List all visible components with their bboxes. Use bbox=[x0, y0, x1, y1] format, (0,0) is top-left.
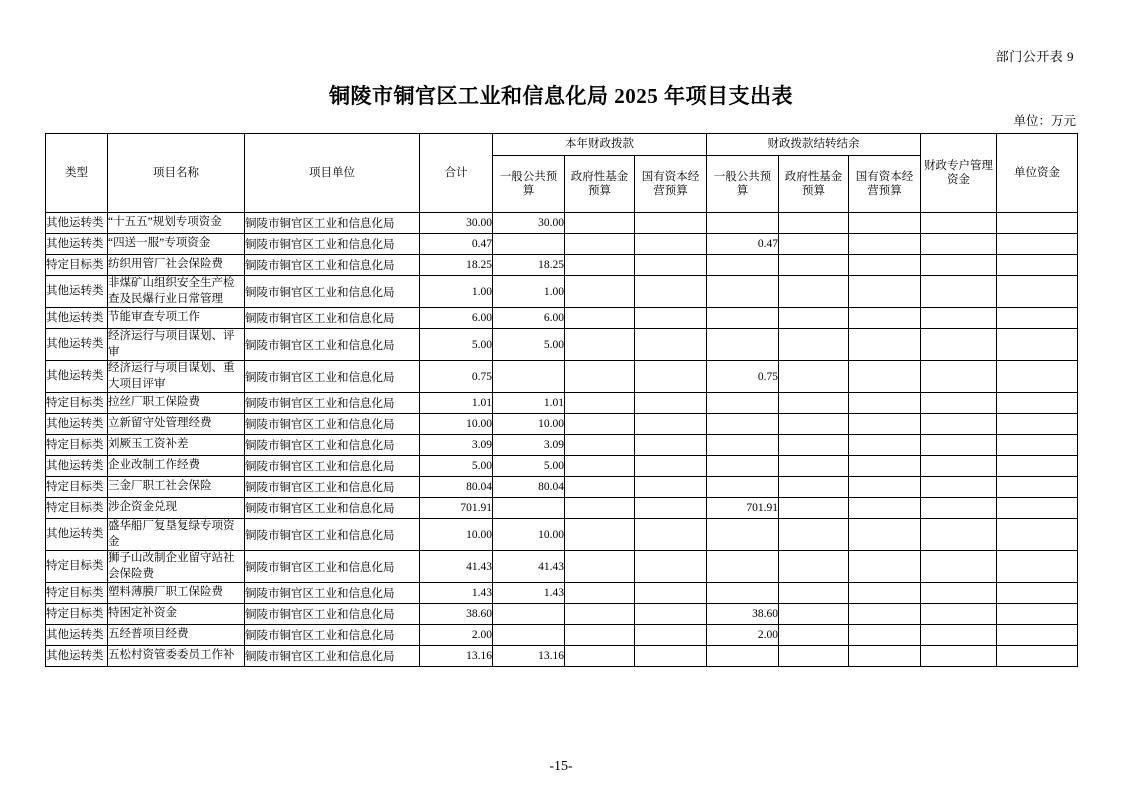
cell-cy-general: 1.01 bbox=[493, 393, 565, 414]
cell-co-gov-fund bbox=[779, 329, 849, 361]
cell-co-state-capital bbox=[849, 551, 921, 583]
col-cy-state-capital: 国有资本经营预算 bbox=[635, 156, 707, 213]
col-unit-funds: 单位资金 bbox=[997, 134, 1078, 213]
cell-project-unit: 铜陵市铜官区工业和信息化局 bbox=[245, 276, 420, 308]
table-row bbox=[46, 498, 1078, 519]
cell-unit-funds bbox=[997, 329, 1078, 361]
cell-cy-gov-fund bbox=[565, 255, 635, 276]
cell-project-name: 塑料薄膜厂职工保险费 bbox=[108, 583, 245, 604]
cell-project-name: 非煤矿山组织安全生产检查及民爆行业日常管理 bbox=[108, 276, 245, 308]
table-row bbox=[46, 583, 1078, 604]
cell-project-name: 刘厥玉工资补差 bbox=[108, 435, 245, 456]
cell-co-general: 701.91 bbox=[707, 498, 779, 519]
cell-co-state-capital bbox=[849, 213, 921, 234]
cell-co-gov-fund bbox=[779, 456, 849, 477]
cell-type: 特定目标类 bbox=[46, 393, 108, 414]
cell-project-unit: 铜陵市铜官区工业和信息化局 bbox=[245, 498, 420, 519]
cell-total: 30.00 bbox=[420, 213, 493, 234]
cell-project-unit: 铜陵市铜官区工业和信息化局 bbox=[245, 477, 420, 498]
cell-unit-funds bbox=[997, 519, 1078, 551]
cell-cy-general: 6.00 bbox=[493, 308, 565, 329]
cell-total: 38.60 bbox=[420, 604, 493, 625]
cell-type: 其他运转类 bbox=[46, 361, 108, 393]
cell-co-state-capital bbox=[849, 519, 921, 551]
cell-total: 1.01 bbox=[420, 393, 493, 414]
cell-co-state-capital bbox=[849, 498, 921, 519]
cell-co-general: 2.00 bbox=[707, 625, 779, 646]
cell-cy-state-capital bbox=[635, 625, 707, 646]
cell-total: 5.00 bbox=[420, 456, 493, 477]
cell-cy-gov-fund bbox=[565, 604, 635, 625]
cell-co-general bbox=[707, 551, 779, 583]
cell-special-account bbox=[921, 393, 997, 414]
cell-cy-state-capital bbox=[635, 551, 707, 583]
cell-project-name: 节能审查专项工作 bbox=[108, 308, 245, 329]
cell-type: 其他运转类 bbox=[46, 625, 108, 646]
cell-cy-gov-fund bbox=[565, 625, 635, 646]
cell-type: 特定目标类 bbox=[46, 583, 108, 604]
cell-cy-gov-fund bbox=[565, 435, 635, 456]
page-title: 铜陵市铜官区工业和信息化局 2025 年项目支出表 bbox=[329, 84, 793, 108]
table-row bbox=[46, 329, 1078, 361]
cell-type: 其他运转类 bbox=[46, 329, 108, 361]
cell-unit-funds bbox=[997, 414, 1078, 435]
cell-special-account bbox=[921, 519, 997, 551]
cell-cy-gov-fund bbox=[565, 329, 635, 361]
cell-cy-general: 5.00 bbox=[493, 456, 565, 477]
group-carryover: 财政拨款结转结余 bbox=[707, 134, 921, 156]
cell-cy-state-capital bbox=[635, 498, 707, 519]
cell-special-account bbox=[921, 361, 997, 393]
cell-project-unit: 铜陵市铜官区工业和信息化局 bbox=[245, 625, 420, 646]
cell-type: 其他运转类 bbox=[46, 646, 108, 667]
cell-co-gov-fund bbox=[779, 361, 849, 393]
cell-project-unit: 铜陵市铜官区工业和信息化局 bbox=[245, 414, 420, 435]
cell-project-unit: 铜陵市铜官区工业和信息化局 bbox=[245, 435, 420, 456]
col-project-name: 项目名称 bbox=[108, 134, 245, 213]
cell-special-account bbox=[921, 477, 997, 498]
col-co-gov-fund: 政府性基金预算 bbox=[779, 156, 849, 213]
cell-co-gov-fund bbox=[779, 234, 849, 255]
cell-co-state-capital bbox=[849, 583, 921, 604]
cell-co-general: 0.47 bbox=[707, 234, 779, 255]
cell-co-general bbox=[707, 646, 779, 667]
cell-unit-funds bbox=[997, 308, 1078, 329]
cell-type: 特定目标类 bbox=[46, 435, 108, 456]
cell-co-general bbox=[707, 255, 779, 276]
cell-cy-state-capital bbox=[635, 646, 707, 667]
cell-cy-gov-fund bbox=[565, 414, 635, 435]
cell-type: 其他运转类 bbox=[46, 308, 108, 329]
cell-co-gov-fund bbox=[779, 519, 849, 551]
cell-cy-general: 41.43 bbox=[493, 551, 565, 583]
table-row bbox=[46, 456, 1078, 477]
cell-unit-funds bbox=[997, 234, 1078, 255]
cell-unit-funds bbox=[997, 213, 1078, 234]
cell-unit-funds bbox=[997, 255, 1078, 276]
table-row bbox=[46, 234, 1078, 255]
col-special-account: 财政专户管理资金 bbox=[921, 134, 997, 213]
cell-total: 18.25 bbox=[420, 255, 493, 276]
cell-project-unit: 铜陵市铜官区工业和信息化局 bbox=[245, 456, 420, 477]
cell-project-name: 涉企资金兑现 bbox=[108, 498, 245, 519]
cell-unit-funds bbox=[997, 361, 1078, 393]
cell-special-account bbox=[921, 255, 997, 276]
cell-co-gov-fund bbox=[779, 583, 849, 604]
cell-cy-gov-fund bbox=[565, 308, 635, 329]
cell-cy-general: 18.25 bbox=[493, 255, 565, 276]
cell-cy-general: 5.00 bbox=[493, 329, 565, 361]
cell-unit-funds bbox=[997, 625, 1078, 646]
cell-co-general bbox=[707, 519, 779, 551]
cell-type: 特定目标类 bbox=[46, 551, 108, 583]
cell-project-name: 特困定补资金 bbox=[108, 604, 245, 625]
cell-co-gov-fund bbox=[779, 477, 849, 498]
cell-cy-state-capital bbox=[635, 234, 707, 255]
col-type: 类型 bbox=[46, 134, 108, 213]
cell-co-gov-fund bbox=[779, 551, 849, 583]
cell-special-account bbox=[921, 498, 997, 519]
cell-co-general bbox=[707, 308, 779, 329]
cell-co-gov-fund bbox=[779, 414, 849, 435]
table-body bbox=[46, 213, 1078, 667]
cell-co-state-capital bbox=[849, 625, 921, 646]
cell-type: 其他运转类 bbox=[46, 456, 108, 477]
cell-cy-general: 10.00 bbox=[493, 414, 565, 435]
cell-cy-gov-fund bbox=[565, 519, 635, 551]
cell-type: 特定目标类 bbox=[46, 604, 108, 625]
cell-cy-state-capital bbox=[635, 477, 707, 498]
form-tag: 部门公开表 9 bbox=[995, 49, 1074, 64]
cell-total: 1.43 bbox=[420, 583, 493, 604]
table-row bbox=[46, 519, 1078, 551]
cell-co-state-capital bbox=[849, 234, 921, 255]
cell-total: 41.43 bbox=[420, 551, 493, 583]
cell-cy-state-capital bbox=[635, 414, 707, 435]
cell-unit-funds bbox=[997, 477, 1078, 498]
table-row bbox=[46, 646, 1078, 667]
cell-cy-general bbox=[493, 234, 565, 255]
cell-unit-funds bbox=[997, 646, 1078, 667]
cell-total: 1.00 bbox=[420, 276, 493, 308]
cell-co-general bbox=[707, 414, 779, 435]
cell-co-gov-fund bbox=[779, 646, 849, 667]
cell-special-account bbox=[921, 234, 997, 255]
cell-co-general bbox=[707, 329, 779, 361]
cell-total: 6.00 bbox=[420, 308, 493, 329]
cell-type: 特定目标类 bbox=[46, 498, 108, 519]
cell-special-account bbox=[921, 414, 997, 435]
cell-project-unit: 铜陵市铜官区工业和信息化局 bbox=[245, 519, 420, 551]
cell-co-state-capital bbox=[849, 393, 921, 414]
unit-note: 单位：万元 bbox=[1013, 114, 1076, 128]
cell-co-general bbox=[707, 213, 779, 234]
cell-unit-funds bbox=[997, 393, 1078, 414]
table-row bbox=[46, 308, 1078, 329]
cell-co-state-capital bbox=[849, 329, 921, 361]
cell-project-unit: 铜陵市铜官区工业和信息化局 bbox=[245, 329, 420, 361]
col-project-unit: 项目单位 bbox=[245, 134, 420, 213]
cell-cy-gov-fund bbox=[565, 498, 635, 519]
table-row bbox=[46, 213, 1078, 234]
cell-cy-state-capital bbox=[635, 583, 707, 604]
cell-co-general bbox=[707, 276, 779, 308]
cell-co-general bbox=[707, 435, 779, 456]
table-header bbox=[46, 134, 1078, 213]
cell-co-general: 0.75 bbox=[707, 361, 779, 393]
cell-project-name: 经济运行与项目谋划、重大项目评审 bbox=[108, 361, 245, 393]
table-row bbox=[46, 551, 1078, 583]
cell-type: 特定目标类 bbox=[46, 255, 108, 276]
cell-co-state-capital bbox=[849, 361, 921, 393]
cell-special-account bbox=[921, 213, 997, 234]
cell-cy-state-capital bbox=[635, 393, 707, 414]
cell-cy-state-capital bbox=[635, 308, 707, 329]
cell-total: 5.00 bbox=[420, 329, 493, 361]
cell-special-account bbox=[921, 456, 997, 477]
cell-total: 80.04 bbox=[420, 477, 493, 498]
cell-total: 10.00 bbox=[420, 519, 493, 551]
table-row bbox=[46, 604, 1078, 625]
cell-type: 其他运转类 bbox=[46, 414, 108, 435]
table-row bbox=[46, 625, 1078, 646]
cell-cy-gov-fund bbox=[565, 213, 635, 234]
cell-project-unit: 铜陵市铜官区工业和信息化局 bbox=[245, 255, 420, 276]
table-row bbox=[46, 276, 1078, 308]
cell-cy-general: 30.00 bbox=[493, 213, 565, 234]
cell-cy-general bbox=[493, 498, 565, 519]
table-row bbox=[46, 393, 1078, 414]
cell-cy-gov-fund bbox=[565, 646, 635, 667]
cell-total: 0.75 bbox=[420, 361, 493, 393]
cell-cy-state-capital bbox=[635, 519, 707, 551]
cell-cy-state-capital bbox=[635, 213, 707, 234]
cell-unit-funds bbox=[997, 276, 1078, 308]
cell-co-general bbox=[707, 477, 779, 498]
cell-total: 0.47 bbox=[420, 234, 493, 255]
cell-total: 701.91 bbox=[420, 498, 493, 519]
cell-unit-funds bbox=[997, 435, 1078, 456]
cell-cy-general bbox=[493, 604, 565, 625]
cell-co-gov-fund bbox=[779, 393, 849, 414]
cell-special-account bbox=[921, 583, 997, 604]
cell-unit-funds bbox=[997, 456, 1078, 477]
cell-type: 特定目标类 bbox=[46, 477, 108, 498]
cell-type: 其他运转类 bbox=[46, 234, 108, 255]
cell-project-name: 盛华船厂复垦复绿专项资金 bbox=[108, 519, 245, 551]
cell-special-account bbox=[921, 625, 997, 646]
cell-co-gov-fund bbox=[779, 625, 849, 646]
cell-project-unit: 铜陵市铜官区工业和信息化局 bbox=[245, 551, 420, 583]
cell-total: 10.00 bbox=[420, 414, 493, 435]
table-row bbox=[46, 361, 1078, 393]
cell-co-state-capital bbox=[849, 456, 921, 477]
cell-co-general bbox=[707, 456, 779, 477]
col-co-state-capital: 国有资本经营预算 bbox=[849, 156, 921, 213]
cell-type: 其他运转类 bbox=[46, 519, 108, 551]
cell-project-name: 经济运行与项目谋划、评审 bbox=[108, 329, 245, 361]
cell-cy-state-capital bbox=[635, 456, 707, 477]
cell-cy-general: 80.04 bbox=[493, 477, 565, 498]
cell-cy-general: 10.00 bbox=[493, 519, 565, 551]
cell-project-name: 五松村资管委委员工作补 bbox=[108, 646, 245, 667]
cell-total: 2.00 bbox=[420, 625, 493, 646]
cell-project-name: 狮子山改制企业留守站社会保险费 bbox=[108, 551, 245, 583]
page-number: -15- bbox=[549, 759, 573, 774]
cell-co-general bbox=[707, 393, 779, 414]
table-row bbox=[46, 414, 1078, 435]
cell-project-name: 五经普项目经费 bbox=[108, 625, 245, 646]
cell-cy-general bbox=[493, 361, 565, 393]
cell-co-state-capital bbox=[849, 414, 921, 435]
cell-co-state-capital bbox=[849, 477, 921, 498]
cell-unit-funds bbox=[997, 551, 1078, 583]
cell-special-account bbox=[921, 646, 997, 667]
cell-co-general bbox=[707, 583, 779, 604]
cell-special-account bbox=[921, 308, 997, 329]
cell-co-state-capital bbox=[849, 308, 921, 329]
cell-project-unit: 铜陵市铜官区工业和信息化局 bbox=[245, 583, 420, 604]
cell-special-account bbox=[921, 435, 997, 456]
cell-project-name: 纺织用管厂社会保险费 bbox=[108, 255, 245, 276]
col-cy-gov-fund: 政府性基金预算 bbox=[565, 156, 635, 213]
cell-project-unit: 铜陵市铜官区工业和信息化局 bbox=[245, 604, 420, 625]
table-row bbox=[46, 435, 1078, 456]
cell-cy-gov-fund bbox=[565, 393, 635, 414]
cell-special-account bbox=[921, 329, 997, 361]
cell-cy-general bbox=[493, 625, 565, 646]
cell-cy-state-capital bbox=[635, 435, 707, 456]
cell-cy-general: 1.43 bbox=[493, 583, 565, 604]
cell-special-account bbox=[921, 604, 997, 625]
cell-cy-gov-fund bbox=[565, 456, 635, 477]
cell-cy-state-capital bbox=[635, 604, 707, 625]
cell-project-unit: 铜陵市铜官区工业和信息化局 bbox=[245, 213, 420, 234]
table-row bbox=[46, 477, 1078, 498]
cell-project-unit: 铜陵市铜官区工业和信息化局 bbox=[245, 308, 420, 329]
project-expenditure-table bbox=[45, 133, 1078, 667]
cell-co-gov-fund bbox=[779, 604, 849, 625]
cell-cy-gov-fund bbox=[565, 361, 635, 393]
cell-project-name: 企业改制工作经费 bbox=[108, 456, 245, 477]
cell-co-state-capital bbox=[849, 604, 921, 625]
group-current-year: 本年财政拨款 bbox=[493, 134, 707, 156]
cell-type: 其他运转类 bbox=[46, 276, 108, 308]
cell-co-gov-fund bbox=[779, 276, 849, 308]
cell-project-name: “十五五”规划专项资金 bbox=[108, 213, 245, 234]
cell-co-general: 38.60 bbox=[707, 604, 779, 625]
cell-co-state-capital bbox=[849, 646, 921, 667]
cell-project-name: “四送一服”专项资金 bbox=[108, 234, 245, 255]
cell-cy-state-capital bbox=[635, 361, 707, 393]
cell-type: 其他运转类 bbox=[46, 213, 108, 234]
cell-cy-state-capital bbox=[635, 276, 707, 308]
cell-co-gov-fund bbox=[779, 213, 849, 234]
cell-project-name: 三金厂职工社会保险 bbox=[108, 477, 245, 498]
cell-unit-funds bbox=[997, 604, 1078, 625]
cell-cy-state-capital bbox=[635, 255, 707, 276]
cell-co-state-capital bbox=[849, 435, 921, 456]
col-total: 合计 bbox=[420, 134, 493, 213]
cell-project-unit: 铜陵市铜官区工业和信息化局 bbox=[245, 234, 420, 255]
cell-total: 3.09 bbox=[420, 435, 493, 456]
cell-unit-funds bbox=[997, 583, 1078, 604]
cell-total: 13.16 bbox=[420, 646, 493, 667]
cell-special-account bbox=[921, 551, 997, 583]
cell-co-state-capital bbox=[849, 276, 921, 308]
cell-cy-gov-fund bbox=[565, 276, 635, 308]
cell-cy-gov-fund bbox=[565, 583, 635, 604]
cell-co-gov-fund bbox=[779, 255, 849, 276]
col-co-general: 一般公共预算 bbox=[707, 156, 779, 213]
cell-co-gov-fund bbox=[779, 498, 849, 519]
cell-unit-funds bbox=[997, 498, 1078, 519]
cell-project-name: 拉丝厂职工保险费 bbox=[108, 393, 245, 414]
cell-cy-general: 3.09 bbox=[493, 435, 565, 456]
cell-cy-gov-fund bbox=[565, 477, 635, 498]
cell-cy-general: 13.16 bbox=[493, 646, 565, 667]
cell-cy-general: 1.00 bbox=[493, 276, 565, 308]
cell-co-gov-fund bbox=[779, 308, 849, 329]
cell-project-unit: 铜陵市铜官区工业和信息化局 bbox=[245, 361, 420, 393]
cell-co-state-capital bbox=[849, 255, 921, 276]
col-cy-general: 一般公共预算 bbox=[493, 156, 565, 213]
cell-cy-state-capital bbox=[635, 329, 707, 361]
cell-cy-gov-fund bbox=[565, 551, 635, 583]
cell-co-gov-fund bbox=[779, 435, 849, 456]
cell-project-name: 立新留守处管理经费 bbox=[108, 414, 245, 435]
cell-project-unit: 铜陵市铜官区工业和信息化局 bbox=[245, 393, 420, 414]
cell-special-account bbox=[921, 276, 997, 308]
cell-cy-gov-fund bbox=[565, 234, 635, 255]
table-row bbox=[46, 255, 1078, 276]
cell-project-unit: 铜陵市铜官区工业和信息化局 bbox=[245, 646, 420, 667]
